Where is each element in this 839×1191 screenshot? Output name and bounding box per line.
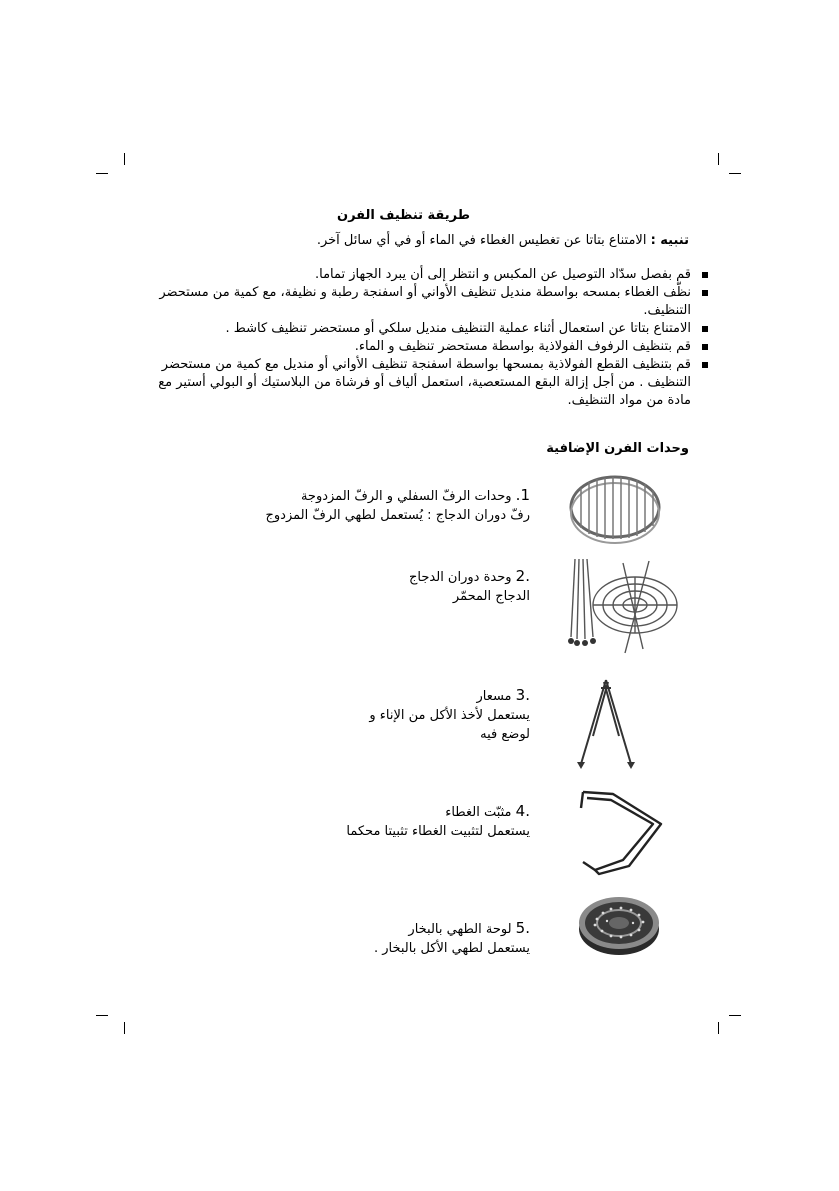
tongs-icon xyxy=(575,676,637,770)
warning-label: تنبيه : xyxy=(650,233,689,248)
crop-mark xyxy=(729,1015,741,1016)
accessory-desc: الدجاج المحمّر xyxy=(452,589,530,604)
accessory-desc: رفّ دوران الدجاج : يُستعمل لطهي الرفّ المزدوج xyxy=(265,508,530,523)
accessory-item xyxy=(170,567,530,606)
steam-plate-icon xyxy=(577,891,661,959)
accessory-number: .2 xyxy=(515,567,530,585)
accessory-number: .5 xyxy=(515,919,530,937)
accessory-desc: يستعمل لتثبيت الغطاء تثبيتا محكما xyxy=(346,824,530,839)
list-item: الامتناع بتاتا عن استعمال أثناء عملية التنظيف منديل سلكي أو مستحضر تنظيف كاشط . xyxy=(149,320,709,338)
crop-mark xyxy=(124,153,125,165)
list-item: قم بفصل سدّاد التوصيل عن المكبس و انتظر إلى أن يبرد الجهاز تماما. xyxy=(149,266,709,284)
accessory-number: .3 xyxy=(515,686,530,704)
accessory-name: لوحة الطهي بالبخار xyxy=(408,922,512,937)
page-title: طريقة تنظيف الفرن xyxy=(336,208,470,223)
accessory-name: وحدات الرفّ السفلي و الرفّ المزدوجة xyxy=(300,489,512,504)
accessory-item xyxy=(170,686,530,744)
lid-holder-icon xyxy=(573,784,665,878)
accessory-desc: يستعمل لطهي الأكل بالبخار . xyxy=(373,941,530,956)
warning-text: الامتناع بتاتا عن تغطيس الغطاء في الماء أو في أي سائل آخر. xyxy=(316,233,647,248)
crop-mark xyxy=(96,173,108,174)
crop-mark xyxy=(718,1022,719,1034)
crop-mark xyxy=(124,1022,125,1034)
accessory-name: مسعار xyxy=(476,689,512,704)
accessory-item xyxy=(170,919,530,958)
accessory-item xyxy=(170,486,530,525)
accessory-item xyxy=(170,802,530,841)
accessory-name: مثبّت الغطاء xyxy=(445,805,512,820)
accessories-title: وحدات الفرن الإضافية xyxy=(546,441,689,456)
crop-mark xyxy=(96,1015,108,1016)
list-item: قم بتنظيف الرفوف الفولاذية بواسطة مستحضر تنظيف و الماء. xyxy=(149,338,709,356)
accessory-number: 1. xyxy=(515,486,530,504)
cleaning-steps xyxy=(149,266,709,410)
accessory-name: وحدة دوران الدجاج xyxy=(409,570,512,585)
crop-mark xyxy=(729,173,741,174)
list-item: نظّف الغطاء بمسحه بواسطة منديل تنظيف الأواني أو اسفنجة رطبة و نظيفة، مع كمية من مستحضر التنظيف. xyxy=(149,284,709,320)
accessory-number: .4 xyxy=(515,802,530,820)
round-rack-icon xyxy=(568,473,662,545)
rotisserie-icon xyxy=(563,557,681,661)
warning-note xyxy=(129,233,689,248)
accessory-desc: يستعمل لأخذ الأكل من الإناء و لوضع فيه xyxy=(369,708,530,742)
list-item: قم بتنظيف القطع الفولاذية بمسحها بواسطة اسفنجة تنظيف الأواني أو منديل مع كمية من مستحضر التنظيف . من أجل إزالة البقع المستعصية، استعمل ألياف أو فرشاة من البلاستيك أو البولي أستير مع مادة من مواد التنظيف. xyxy=(149,356,709,410)
crop-mark xyxy=(718,153,719,165)
